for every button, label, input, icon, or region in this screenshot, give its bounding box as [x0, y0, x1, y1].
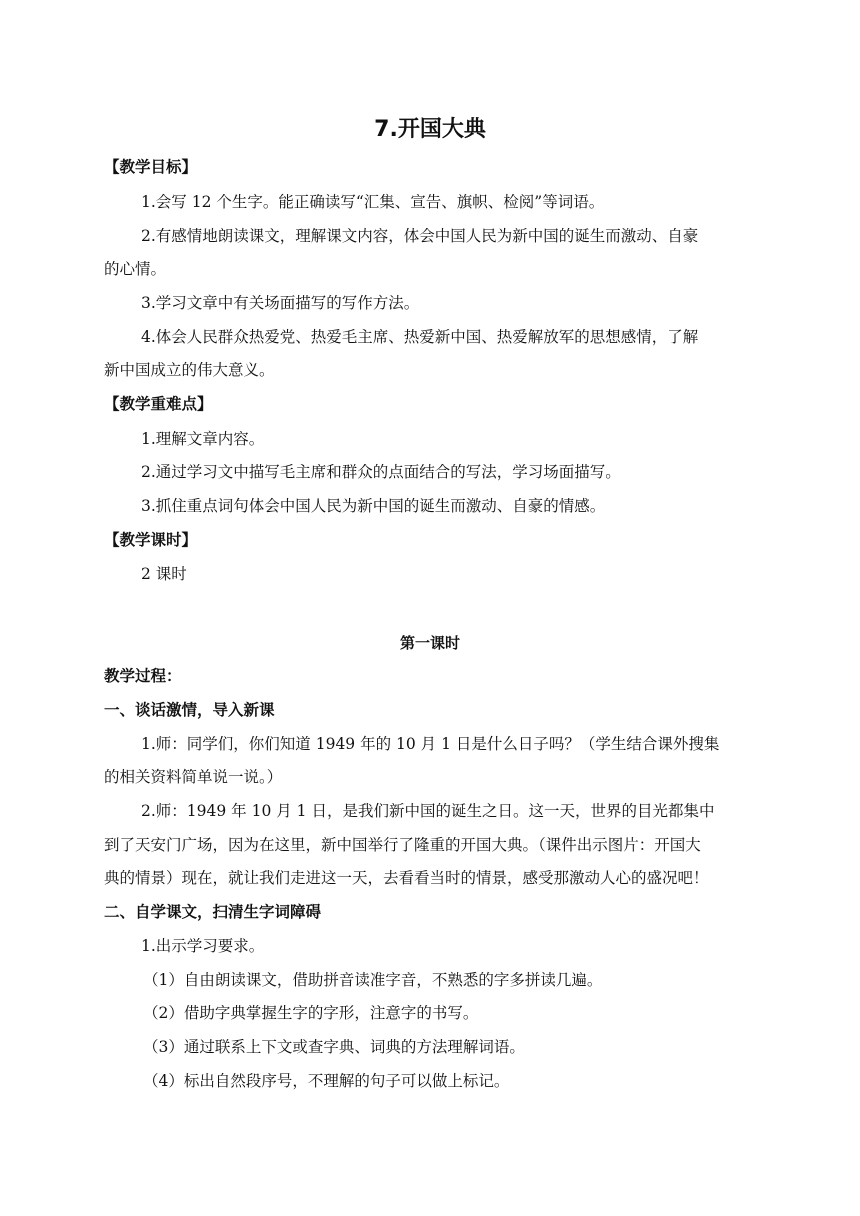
hours-heading: 【教学课时】 — [104, 531, 198, 549]
section1-line-1-cont: 的相关资料简单说一说。） — [104, 768, 283, 786]
document-title: 7.开国大典 — [374, 117, 486, 142]
section2-line-4: （3）通过联系上下文或查字典、词典的方法理解词语。 — [143, 1038, 525, 1056]
process-heading: 教学过程： — [104, 667, 182, 685]
goal-line-3: 3.学习文章中有关场面描写的写作方法。 — [141, 294, 420, 312]
goal-line-1: 1.会写 12 个生字。能正确读写“汇集、宣告、旗帜、检阅”等词语。 — [141, 193, 605, 211]
section1-line-2-cont: 到了天安门广场，因为在这里，新中国举行了隆重的开国大典。（课件出示图片：开国大 — [104, 836, 701, 854]
section2-line-2: （1）自由朗读课文，借助拼音读准字音，不熟悉的字多拼读几遍。 — [143, 971, 603, 989]
goal-line-4-cont: 新中国成立的伟大意义。 — [104, 361, 275, 379]
keypoint-line-2: 2.通过学习文中描写毛主席和群众的点面结合的写法，学习场面描写。 — [141, 463, 621, 481]
lesson1-heading: 第一课时 — [399, 634, 460, 652]
keypoints-heading: 【教学重难点】 — [104, 395, 213, 413]
goals-heading: 【教学目标】 — [104, 158, 198, 176]
hours-value: 2 课时 — [141, 565, 187, 583]
section1-heading: 一、谈话激情，导入新课 — [104, 701, 275, 719]
keypoint-line-3: 3.抓住重点词句体会中国人民为新中国的诞生而激动、自豪的情感。 — [141, 497, 606, 515]
section1-line-2: 2.师：1949 年 10 月 1 日，是我们新中国的诞生之日。这一天，世界的目光都集中 — [141, 802, 715, 820]
section2-line-5: （4）标出自然段序号，不理解的句子可以做上标记。 — [143, 1072, 510, 1090]
section1-line-1: 1.师：同学们，你们知道 1949 年的 10 月 1 日是什么日子吗？（学生结合课外搜集 — [141, 735, 720, 753]
goal-line-4: 4.体会人民群众热爱党、热爱毛主席、热爱新中国、热爱解放军的思想感情，了解 — [141, 328, 699, 346]
section2-heading: 二、自学课文，扫清生字词障碍 — [104, 903, 322, 921]
goal-line-2: 2.有感情地朗读课文，理解课文内容，体会中国人民为新中国的诞生而激动、自豪 — [141, 227, 699, 245]
section2-line-1: 1.出示学习要求。 — [141, 937, 265, 955]
section1-line-2-cont2: 典的情景）现在，就让我们走进这一天，去看看当时的情景，感受那激动人心的盛况吧！ — [104, 869, 709, 887]
keypoint-line-1: 1.理解文章内容。 — [141, 430, 265, 448]
section2-line-3: （2）借助字典掌握生字的字形，注意字的书写。 — [143, 1004, 479, 1022]
goal-line-2-cont: 的心情。 — [104, 260, 167, 278]
